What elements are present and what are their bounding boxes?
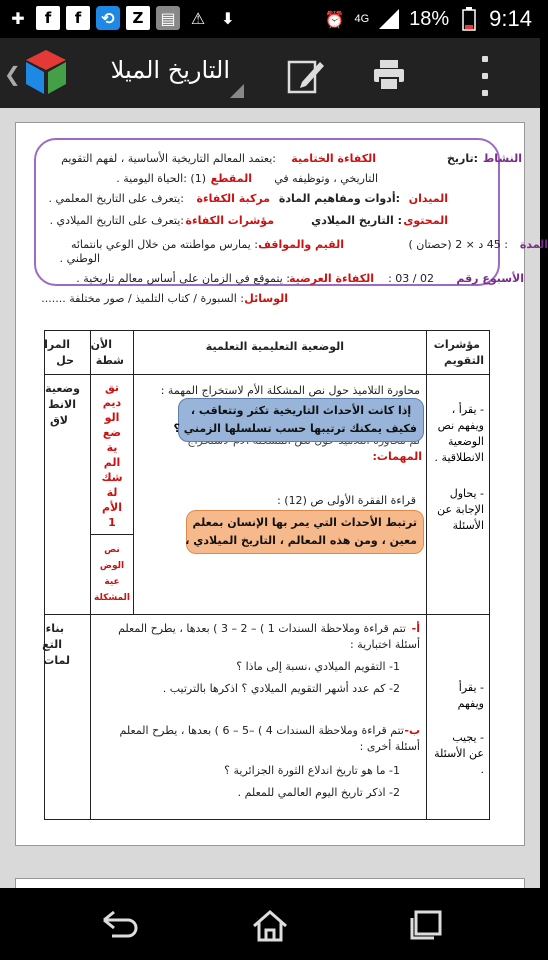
print-icon[interactable] [372, 58, 406, 92]
share-icon: ⟲ [96, 6, 120, 30]
facebook-icon: f [66, 6, 90, 30]
markaba-value: :يتعرف على التاريخ المعلمي . [48, 192, 184, 205]
add-icon: ✚ [11, 8, 25, 28]
header-anshita-1: الأن [90, 338, 112, 351]
usbua-label: الأسبوع رقم [456, 272, 524, 285]
row2-b-line1: تتم قراءة وملاحظة السندات 4 ) –5 – 6 ) بعدها ، يطرح المعلم [119, 724, 404, 737]
row2-a-line2: أسئلة اختبارية : [350, 638, 420, 651]
maqtaa-label: المقطع [210, 172, 252, 185]
document-title[interactable]: التاريخ الميلا [110, 56, 230, 84]
header-maraahil-2: حل [56, 354, 74, 367]
row1-reading: قراءة الفقرة الأولى ص (12) : [277, 494, 416, 507]
row1-stage-2: الانط [48, 398, 76, 411]
battery-icon [457, 7, 481, 31]
row1-activity: تق ديم الو ضع ية الم شك لة الأم 1 [101, 381, 123, 529]
signal-icon [377, 7, 401, 31]
home-icon[interactable] [250, 908, 290, 942]
wasail-value: : السبورة / كتاب التلميذ / صور مختلفة ....... [41, 292, 244, 305]
kafaa-ardia-label: الكفاءة العرضية [288, 272, 374, 285]
network-type: 4G [354, 13, 370, 25]
back-icon[interactable] [98, 908, 138, 942]
header-wadiyya: الوضعية التعليمية التعلمية [205, 340, 344, 353]
mudda-label: المدة [519, 238, 548, 251]
zedge-icon: Z [126, 6, 150, 30]
warning-icon: ⚠ [190, 8, 206, 28]
muhtawa-label: المحتوى [403, 214, 448, 227]
status-bar [0, 0, 540, 38]
row1-stage-1: وضعية [45, 382, 80, 395]
kafaa-khitamia-text: :يعتمد المعالم التاريخية الأساسية ، لفهم التقويم [61, 152, 276, 165]
row1-stage-3: لاق [49, 414, 68, 427]
kafaa-ardia-value: : يتموقع في الزمان على أساس معالم تاريخية . [76, 272, 290, 285]
qiyam-value: : يمارس مواطنته من خلال الوعي بانتمائه [70, 238, 258, 251]
row2-q4: 2- اذكر تاريخ اليوم العالمي للمعلم . [237, 786, 400, 799]
row2-stage-1: بناء [45, 622, 64, 635]
midan-label: الميدان [408, 192, 448, 205]
row2-stage-3: لمات [43, 654, 70, 667]
kafaa-khitamia-label: الكفاءة الختامية [291, 152, 376, 165]
header-muashirat-1: مؤشرات [433, 338, 480, 351]
reader-icon: ▤ [156, 6, 180, 30]
info-note: ترتبط الأحداث التي يمر بها الإنسان بمعلم معين ، ومن هذه المعالم ، التاريخ الميلادي ، [186, 510, 424, 554]
app-logo-icon[interactable] [22, 48, 70, 96]
qiyam-label: القيم والمواقف [258, 238, 344, 251]
app-toolbar [0, 38, 540, 108]
row2-a-line1: تتم قراءة وملاحظة السندات 1 ) – 2 – 3 ) بعدها ، يطرح المعلم [118, 622, 406, 635]
muasirat-label: مؤشرات الكفاءة [185, 214, 274, 227]
muasirat-value: :يتعرف على التاريخ الميلادي . [49, 214, 184, 227]
overflow-menu-icon[interactable] [478, 56, 492, 96]
header-muashirat-2: التقويم [444, 354, 484, 367]
facebook-icon: f [36, 6, 60, 30]
row2-b-label: ب- [404, 724, 420, 737]
navigation-bar [0, 888, 540, 960]
row2-stage-2: التع [42, 638, 62, 651]
row2-q3: 1- ما هو تاريخ اندلاع الثورة الجزائرية ؟ [224, 764, 400, 777]
row2-b-line2: أسئلة أخرى : [359, 740, 420, 753]
kafaa-line2: التاريخي ، وتوظيفه في [274, 172, 378, 185]
row1-indicators: - يقرأ ، ويفهم نص الوضعية الانطلاقية . - يحاول الإجابة عن الأسئلة [434, 403, 484, 532]
mudda-value: : 45 د × 2 (حصتان ) [408, 238, 508, 251]
midan-value: :أدوات ومفاهيم المادة [278, 192, 400, 205]
clock: 9:14 [489, 6, 532, 31]
markaba-label: مركبة الكفاءة [196, 192, 270, 205]
download-icon: ⬇ [221, 8, 235, 28]
header-maraahil-1: المرا [44, 338, 70, 351]
usbua-value: 02 / 03 : [388, 272, 434, 285]
row1-line1: محاورة التلاميذ حول نص المشكلة الأم لاستخراج المهمة : [160, 384, 420, 397]
recent-apps-icon[interactable] [406, 908, 446, 942]
row2-indicators: - يقرأ ويفهم - يجيب عن الأسئلة . [434, 681, 484, 776]
row1-activity-2: نص الوض عية المشكلة [93, 545, 131, 603]
muhtawa-value: : التاريخ الميلادي [311, 214, 402, 227]
back-chevron-icon[interactable]: ❮ [4, 62, 21, 86]
nashat-value: :تاريخ [446, 152, 478, 165]
qiyam-line2: الوطني . [59, 252, 100, 265]
nashat-label: النشاط [482, 152, 522, 165]
row2-q2: 2- كم عدد أشهر التقويم الميلادي ؟ اذكرها بالترتيب . [162, 682, 400, 695]
maqtaa-value: (1) :الحياة اليومية . [116, 172, 206, 185]
problem-note: إذا كانت الأحداث التاريخية تكثر وتتعاقب ، فكيف يمكنك ترتيبها حسب تسلسلها الزمني ؟ [178, 398, 424, 442]
dropdown-corner-icon[interactable] [230, 84, 244, 98]
alarm-icon: ⏰ [324, 9, 345, 29]
edit-icon[interactable] [286, 56, 326, 96]
battery-percent: 18% [409, 7, 450, 30]
row1-mahamat: المهمات: [372, 450, 422, 463]
row2-a-label: أ- [411, 622, 420, 635]
header-anshita-2: شطة [95, 354, 124, 367]
row2-q1: 1- التقويم الميلادي ،نسبة إلى ماذا ؟ [236, 660, 400, 673]
wasail-label: الوسائل [244, 292, 288, 305]
